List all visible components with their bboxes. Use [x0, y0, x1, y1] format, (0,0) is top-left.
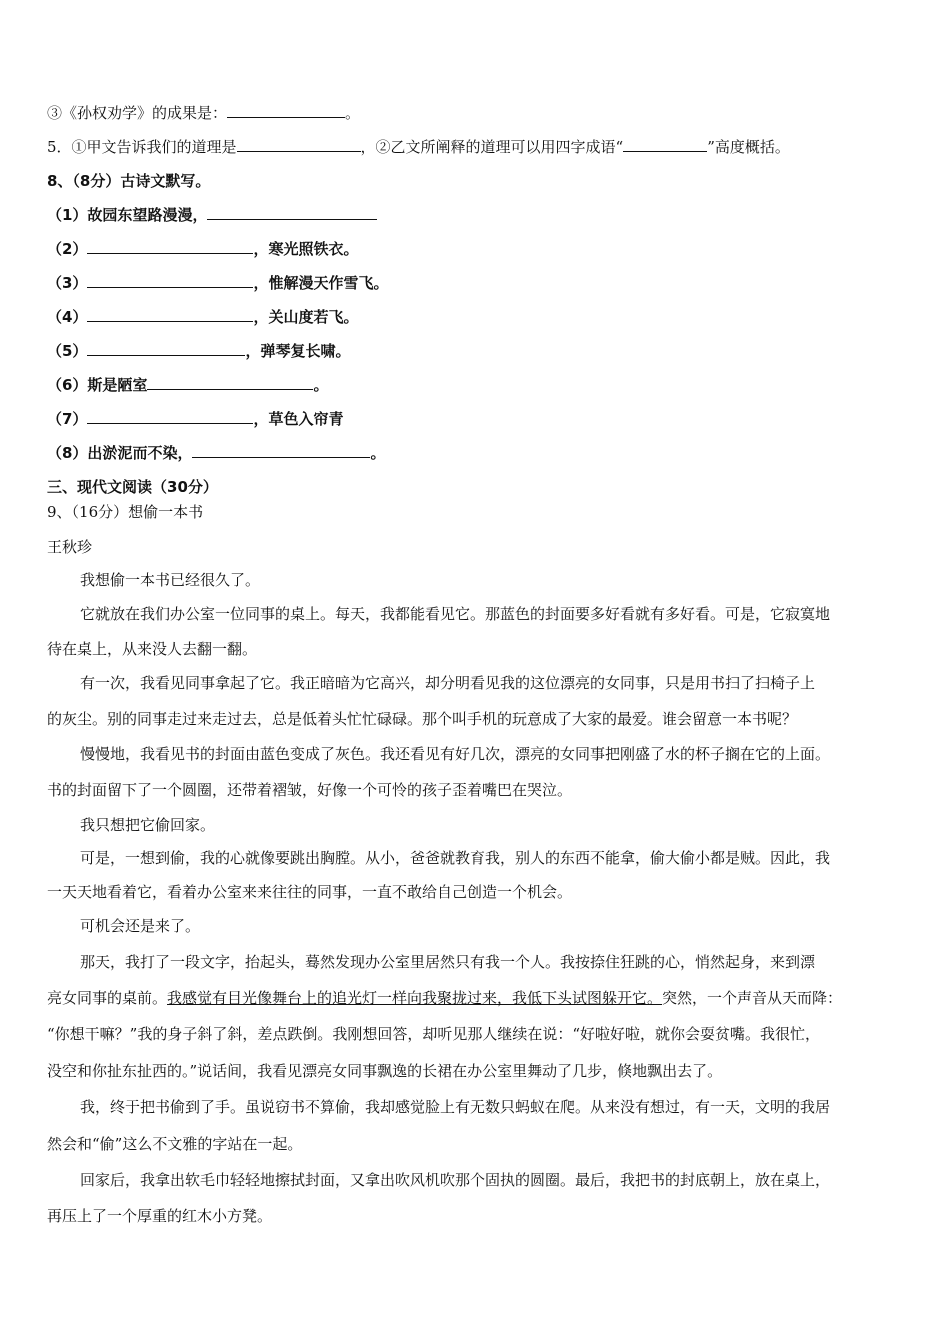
passage-line: 一天天地看着它，看着办公室来来往往的同事，一直不敢给自己创造一个机会。	[47, 883, 573, 901]
passage-line: 可机会还是来了。	[80, 917, 201, 935]
answer-blank[interactable]	[87, 273, 253, 288]
question-9-heading: 9、（16分）想偷一本书	[47, 503, 204, 521]
passage-line: 亮女同事的桌前。我感觉有目光像舞台上的追光灯一样向我聚拢过来，我低下头试图躲开它。突然，一个声音从天而降：	[47, 989, 843, 1007]
passage-line: 回家后，我拿出软毛巾轻轻地擦拭封面，又拿出吹风机吹那个固执的圆圈。最后，我把书的封底朝上，放在桌上，	[80, 1171, 831, 1189]
question-8-item-4: （4） ，关山度若飞。	[47, 308, 359, 326]
passage-line: “你想干嘛？”我的身子斜了斜，差点跌倒。我刚想回答，却听见那人继续在说：“好啦好啦，就你会耍贫嘴。我很忙，	[47, 1025, 821, 1043]
passage-line: 它就放在我们办公室一位同事的桌上。每天，我都能看见它。那蓝色的封面要多好看就有多好看。可是，它寂寞地	[80, 605, 831, 623]
passage-line: 再压上了一个厚重的红木小方凳。	[47, 1207, 273, 1225]
answer-blank[interactable]	[87, 307, 253, 322]
passage-line: 书的封面留下了一个圆圈，还带着褶皱，好像一个可怜的孩子歪着嘴巴在哭泣。	[47, 781, 573, 799]
answer-blank[interactable]	[147, 375, 313, 390]
passage-line: 待在桌上，从来没人去翻一翻。	[47, 640, 258, 658]
answer-blank[interactable]	[623, 137, 707, 152]
passage-line: 没空和你扯东扯西的。”说话间，我看见漂亮女同事飘逸的长裙在办公室里舞动了几步，倏地飘出去了。	[47, 1062, 723, 1080]
question-8-item-1: （1）故园东望路漫漫，	[47, 205, 917, 225]
answer-blank[interactable]	[87, 239, 253, 254]
section-3-heading: 三、现代文阅读（30分）	[47, 478, 218, 496]
passage-line: 的灰尘。别的同事走过来走过去，总是低着头忙忙碌碌。那个叫手机的玩意成了大家的最爱。谁会留意一本书呢？	[47, 710, 798, 728]
question-8-item-8: （8）出淤泥而不染， 。	[47, 444, 386, 462]
passage-line: 慢慢地，我看见书的封面由蓝色变成了灰色。我还看见有好几次，漂亮的女同事把刚盛了水的杯子搁在它的上面。	[80, 745, 831, 763]
question-8-item-5: （5） ，弹琴复长啸。	[47, 342, 351, 360]
author: 王秋珍	[47, 538, 93, 556]
underlined-sentence: 我感觉有目光像舞台上的追光灯一样向我聚拢过来，我低下头试图躲开它。	[167, 989, 663, 1007]
answer-blank[interactable]	[237, 137, 361, 152]
passage-line: 可是，一想到偷，我的心就像要跳出胸膛。从小，爸爸就教育我，别人的东西不能拿，偷大偷小都是贼。因此，我	[80, 849, 831, 867]
passage-line: 有一次，我看见同事拿起了它。我正暗暗为它高兴，却分明看见我的这位漂亮的女同事，只是用书扫了扫椅子上	[80, 674, 816, 692]
question-8-item-6: （6）斯是陋室 。	[47, 376, 329, 394]
question-8-heading: 8、（8分）古诗文默写。	[47, 172, 211, 190]
question-4-item-3: ③《孙权劝学》的成果是： 。	[47, 104, 361, 122]
passage-line: 我只想把它偷回家。	[80, 816, 216, 834]
question-8-item-2: （2） ，寒光照铁衣。	[47, 240, 359, 258]
answer-blank[interactable]	[192, 443, 370, 458]
question-5: 5．①甲文告诉我们的道理是 ，②乙文所阐释的道理可以用四字成语“ ”高度概括。	[47, 138, 790, 156]
question-8-item-7: （7） ，草色入帘青	[47, 410, 344, 428]
answer-blank[interactable]	[87, 409, 253, 424]
answer-blank[interactable]	[207, 205, 377, 220]
passage-line: 那天，我打了一段文字，抬起头，蓦然发现办公室里居然只有我一个人。我按捺住狂跳的心，悄然起身，来到漂	[80, 953, 816, 971]
passage-line: 然会和“偷”这么不文雅的字站在一起。	[47, 1135, 303, 1153]
passage-line: 我想偷一本书已经很久了。	[80, 571, 261, 589]
passage-line: 我，终于把书偷到了手。虽说窃书不算偷，我却感觉脸上有无数只蚂蚁在爬。从来没有想过，有一天，文明的我居	[80, 1098, 831, 1116]
question-8-item-3: （3） ，惟解漫天作雪飞。	[47, 274, 389, 292]
answer-blank[interactable]	[87, 341, 245, 356]
answer-blank[interactable]	[227, 103, 345, 118]
